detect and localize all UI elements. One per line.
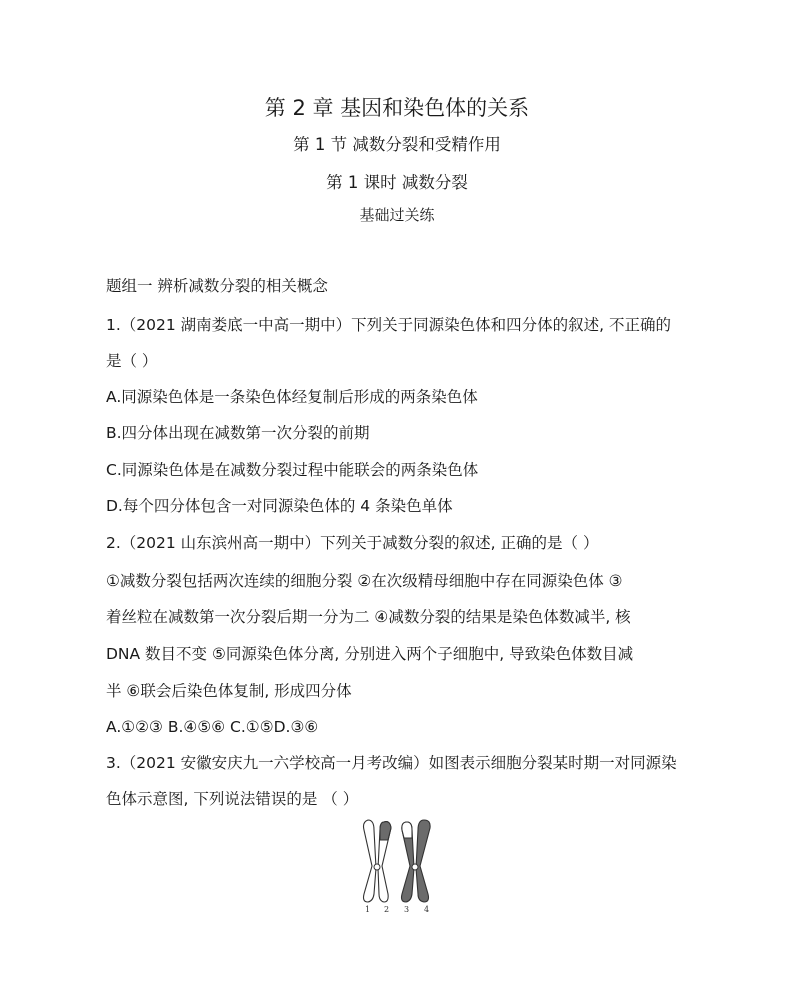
q3-stem-line2: 色体示意图, 下列说法错误的是 （ ）: [106, 790, 359, 808]
q2-options: A.①②③ B.④⑤⑥ C.①⑤D.③⑥: [106, 718, 319, 736]
q1-stem-line1: 1.（2021 湖南娄底一中高一期中）下列关于同源染色体和四分体的叙述, 不正确的: [106, 316, 672, 334]
q1-option-b: B.四分体出现在减数第一次分裂的前期: [106, 424, 370, 442]
chromosome-left: [364, 820, 392, 902]
q1-option-c: C.同源染色体是在减数分裂过程中能联会的两条染色体: [106, 461, 479, 479]
q2-items-line3: DNA 数目不变 ⑤同源染色体分离, 分别进入两个子细胞中, 导致染色体数目减: [106, 645, 634, 663]
q2-items-line1: ①减数分裂包括两次连续的细胞分裂 ②在次级精母细胞中存在同源染色体 ③: [106, 572, 623, 590]
q2-items-line2: 着丝粒在减数第一次分裂后期一分为二 ④减数分裂的结果是染色体数减半, 核: [106, 608, 631, 626]
group1-heading: 题组一 辨析减数分裂的相关概念: [106, 277, 328, 295]
q1-option-a: A.同源染色体是一条染色体经复制后形成的两条染色体: [106, 388, 478, 406]
homologous-chromosomes-figure: [352, 814, 442, 914]
label-1: 1: [365, 905, 371, 914]
practice-title: 基础过关练: [359, 206, 435, 224]
lesson-title: 第 1 课时 减数分裂: [326, 173, 468, 192]
label-2: 2: [384, 905, 390, 914]
chromosome-right: [402, 820, 431, 902]
q2-stem: 2.（2021 山东滨州高一期中）下列关于减数分裂的叙述, 正确的是（ ）: [106, 534, 599, 552]
label-4: 4: [424, 905, 430, 914]
chapter-title: 第 2 章 基因和染色体的关系: [264, 96, 530, 120]
q3-stem-line1: 3.（2021 安徽安庆九一六学校高一月考改编）如图表示细胞分裂某时期一对同源染: [106, 754, 677, 772]
chromosome-diagram: [352, 814, 442, 914]
label-3: 3: [404, 905, 410, 914]
q1-option-d: D.每个四分体包含一对同源染色体的 4 条染色单体: [106, 497, 453, 515]
q2-items-line4: 半 ⑥联会后染色体复制, 形成四分体: [106, 682, 352, 700]
section-title: 第 1 节 减数分裂和受精作用: [293, 135, 501, 154]
q1-stem-line2: 是（ ）: [106, 352, 158, 370]
